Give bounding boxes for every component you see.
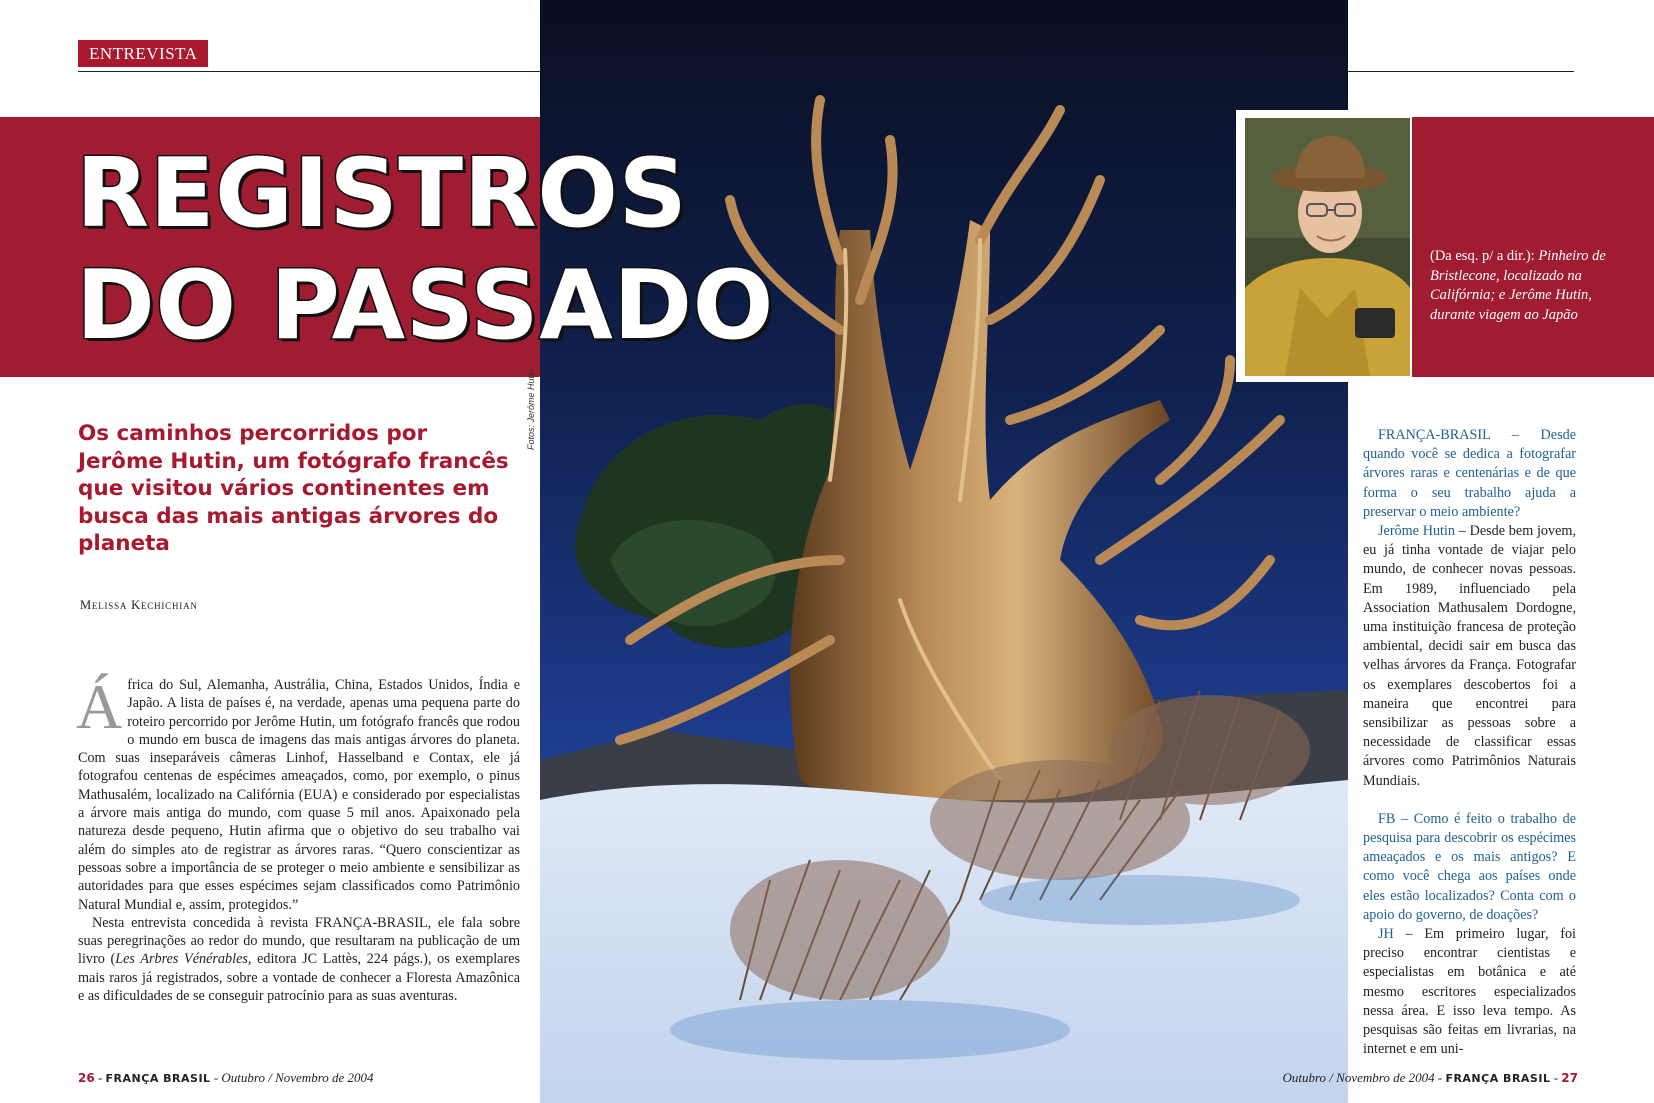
photographer-portrait bbox=[1245, 118, 1410, 376]
answer-2 bbox=[1363, 925, 1576, 1059]
subtitle: Os caminhos percorridos por Jerôme Hutin, um fotógrafo francês que visitou vários continentes em busca das mais antigas árvores do planeta bbox=[78, 421, 509, 557]
answer-1-speaker: Jerôme Hutin bbox=[1378, 523, 1456, 540]
footer-left-magazine: FRANÇA BRASIL bbox=[105, 1072, 211, 1085]
page-number-right: 27 bbox=[1561, 1071, 1578, 1085]
drop-cap: Á bbox=[76, 671, 123, 742]
footer-left: 26 - FRANÇA BRASIL - Outubro / Novembro de 2004 bbox=[78, 1070, 374, 1085]
footer-right: Outubro / Novembro de 2004 - FRANÇA BRASIL - 27 bbox=[1282, 1070, 1578, 1085]
intro-paragraph-1-text: frica do Sul, Alemanha, Austrália, China, Estados Unidos, Índia e Japão. A lista de países é, na verdade, apenas uma pequena parte do roteiro percorrido por Jerôme Hutin, um fotógrafo francês que rodou o mundo em busca de imagens das mais antigas árvores do planeta. Com suas inseparáveis câmeras Linhof, Hasselband e Contax, ele já fotografou centenas de espécimes ameaçados, como, por exemplo, o pinus Mathusalém, localizado na Califórnia (EUA) e considerado por especialistas a árvore mais antiga do mundo, com quase 5 mil anos. Apaixonado pela natureza desde pequeno, Hutin afirma que o objetivo do seu trabalho vai além do simples ato de registrar as árvores raras. “Quero conscientizar as pessoas sobre a importância de se proteger o meio ambiente e sensibilizar as autoridades para que esses espécimes sejam classificados como Patrimônio Natural Mundial e, assim, protegidos.” bbox=[78, 677, 520, 913]
footer-right-date: Outubro / Novembro de 2004 bbox=[1282, 1070, 1435, 1085]
headline-line-1: REGISTROS bbox=[76, 139, 688, 249]
section-tag: ENTREVISTA bbox=[78, 40, 208, 67]
answer-1 bbox=[1363, 522, 1576, 791]
answer-2-speaker: JH bbox=[1378, 926, 1394, 943]
headline bbox=[76, 138, 976, 362]
answer-1-text: – Desde bem jovem, eu já tinha vontade de viajar pelo mundo, de conhecer novas pessoas. Em 1989, influenciado pela Association Mathusalem Dordogne, uma instituição francesa de proteção ambiental, decidi sair em busca das velhas árvores da França. Fotografar os exemplares descobertos foi a maneira que encontrei para sensibilizar as pessoas sobre a necessidade de classificar essas árvores como Patrimônios Naturais Mundiais. bbox=[1363, 523, 1576, 789]
interview-column bbox=[1363, 426, 1576, 1060]
question-1: FRANÇA-BRASIL – Desde quando você se dedica a fotografar árvores raras e centenárias e de que forma o seu trabalho ajuda a preservar o meio ambiente? bbox=[1363, 427, 1576, 520]
caption-lead: (Da esq. p/ a dir.): bbox=[1430, 248, 1535, 264]
headline-line-2: DO PASSADO bbox=[76, 251, 774, 361]
caption-text: Pinheiro de Bristlecone, localizado na Califórnia; e Jerôme Hutin, durante viagem ao Japão bbox=[1430, 248, 1606, 323]
page-number-left: 26 bbox=[78, 1071, 95, 1085]
photo-credit: Fotos: Jerôme Hutin bbox=[526, 368, 536, 450]
intro-paragraph-2-text-b: , editora JC Lattès, 224 págs.), os exemplares mais raros já registrados, sobre a vontade de conhecer a Floresta Amazônica e as dificuldades de se conseguir patrocínio para as suas aventuras. bbox=[78, 951, 520, 1005]
footer-right-magazine: FRANÇA BRASIL bbox=[1445, 1072, 1551, 1085]
intro-paragraph-2-text-a: Nesta entrevista concedida à revista FRANÇA-BRASIL, ele fala sobre suas peregrinações ao redor do mundo, que resultaram na publicação de um livro ( bbox=[78, 914, 520, 968]
intro-paragraph-1 bbox=[76, 671, 520, 914]
answer-2-text: – Em primeiro lugar, foi preciso encontrar cientistas e especialistas em botânica e até mesmo escritores especializados nessa área. E isso leva tempo. As pesquisas são feitas em livrarias, na internet e em uni- bbox=[1363, 926, 1576, 1058]
book-title: Les Arbres Vénérables bbox=[115, 951, 248, 968]
footer-left-date: Outubro / Novembro de 2004 bbox=[221, 1070, 374, 1085]
article-intro bbox=[76, 671, 520, 1005]
intro-paragraph-2 bbox=[78, 914, 520, 1005]
photographer-portrait-photo-icon bbox=[1245, 118, 1410, 376]
byline: Melissa Kechichian bbox=[80, 598, 198, 612]
photo-caption bbox=[1430, 247, 1630, 325]
question-2: FB – Como é feito o trabalho de pesquisa para descobrir os espécimes ameaçados e os mais antigos? E como você chega aos países onde eles estão localizados? Conta com o apoio do governo, de doações? bbox=[1363, 810, 1576, 923]
